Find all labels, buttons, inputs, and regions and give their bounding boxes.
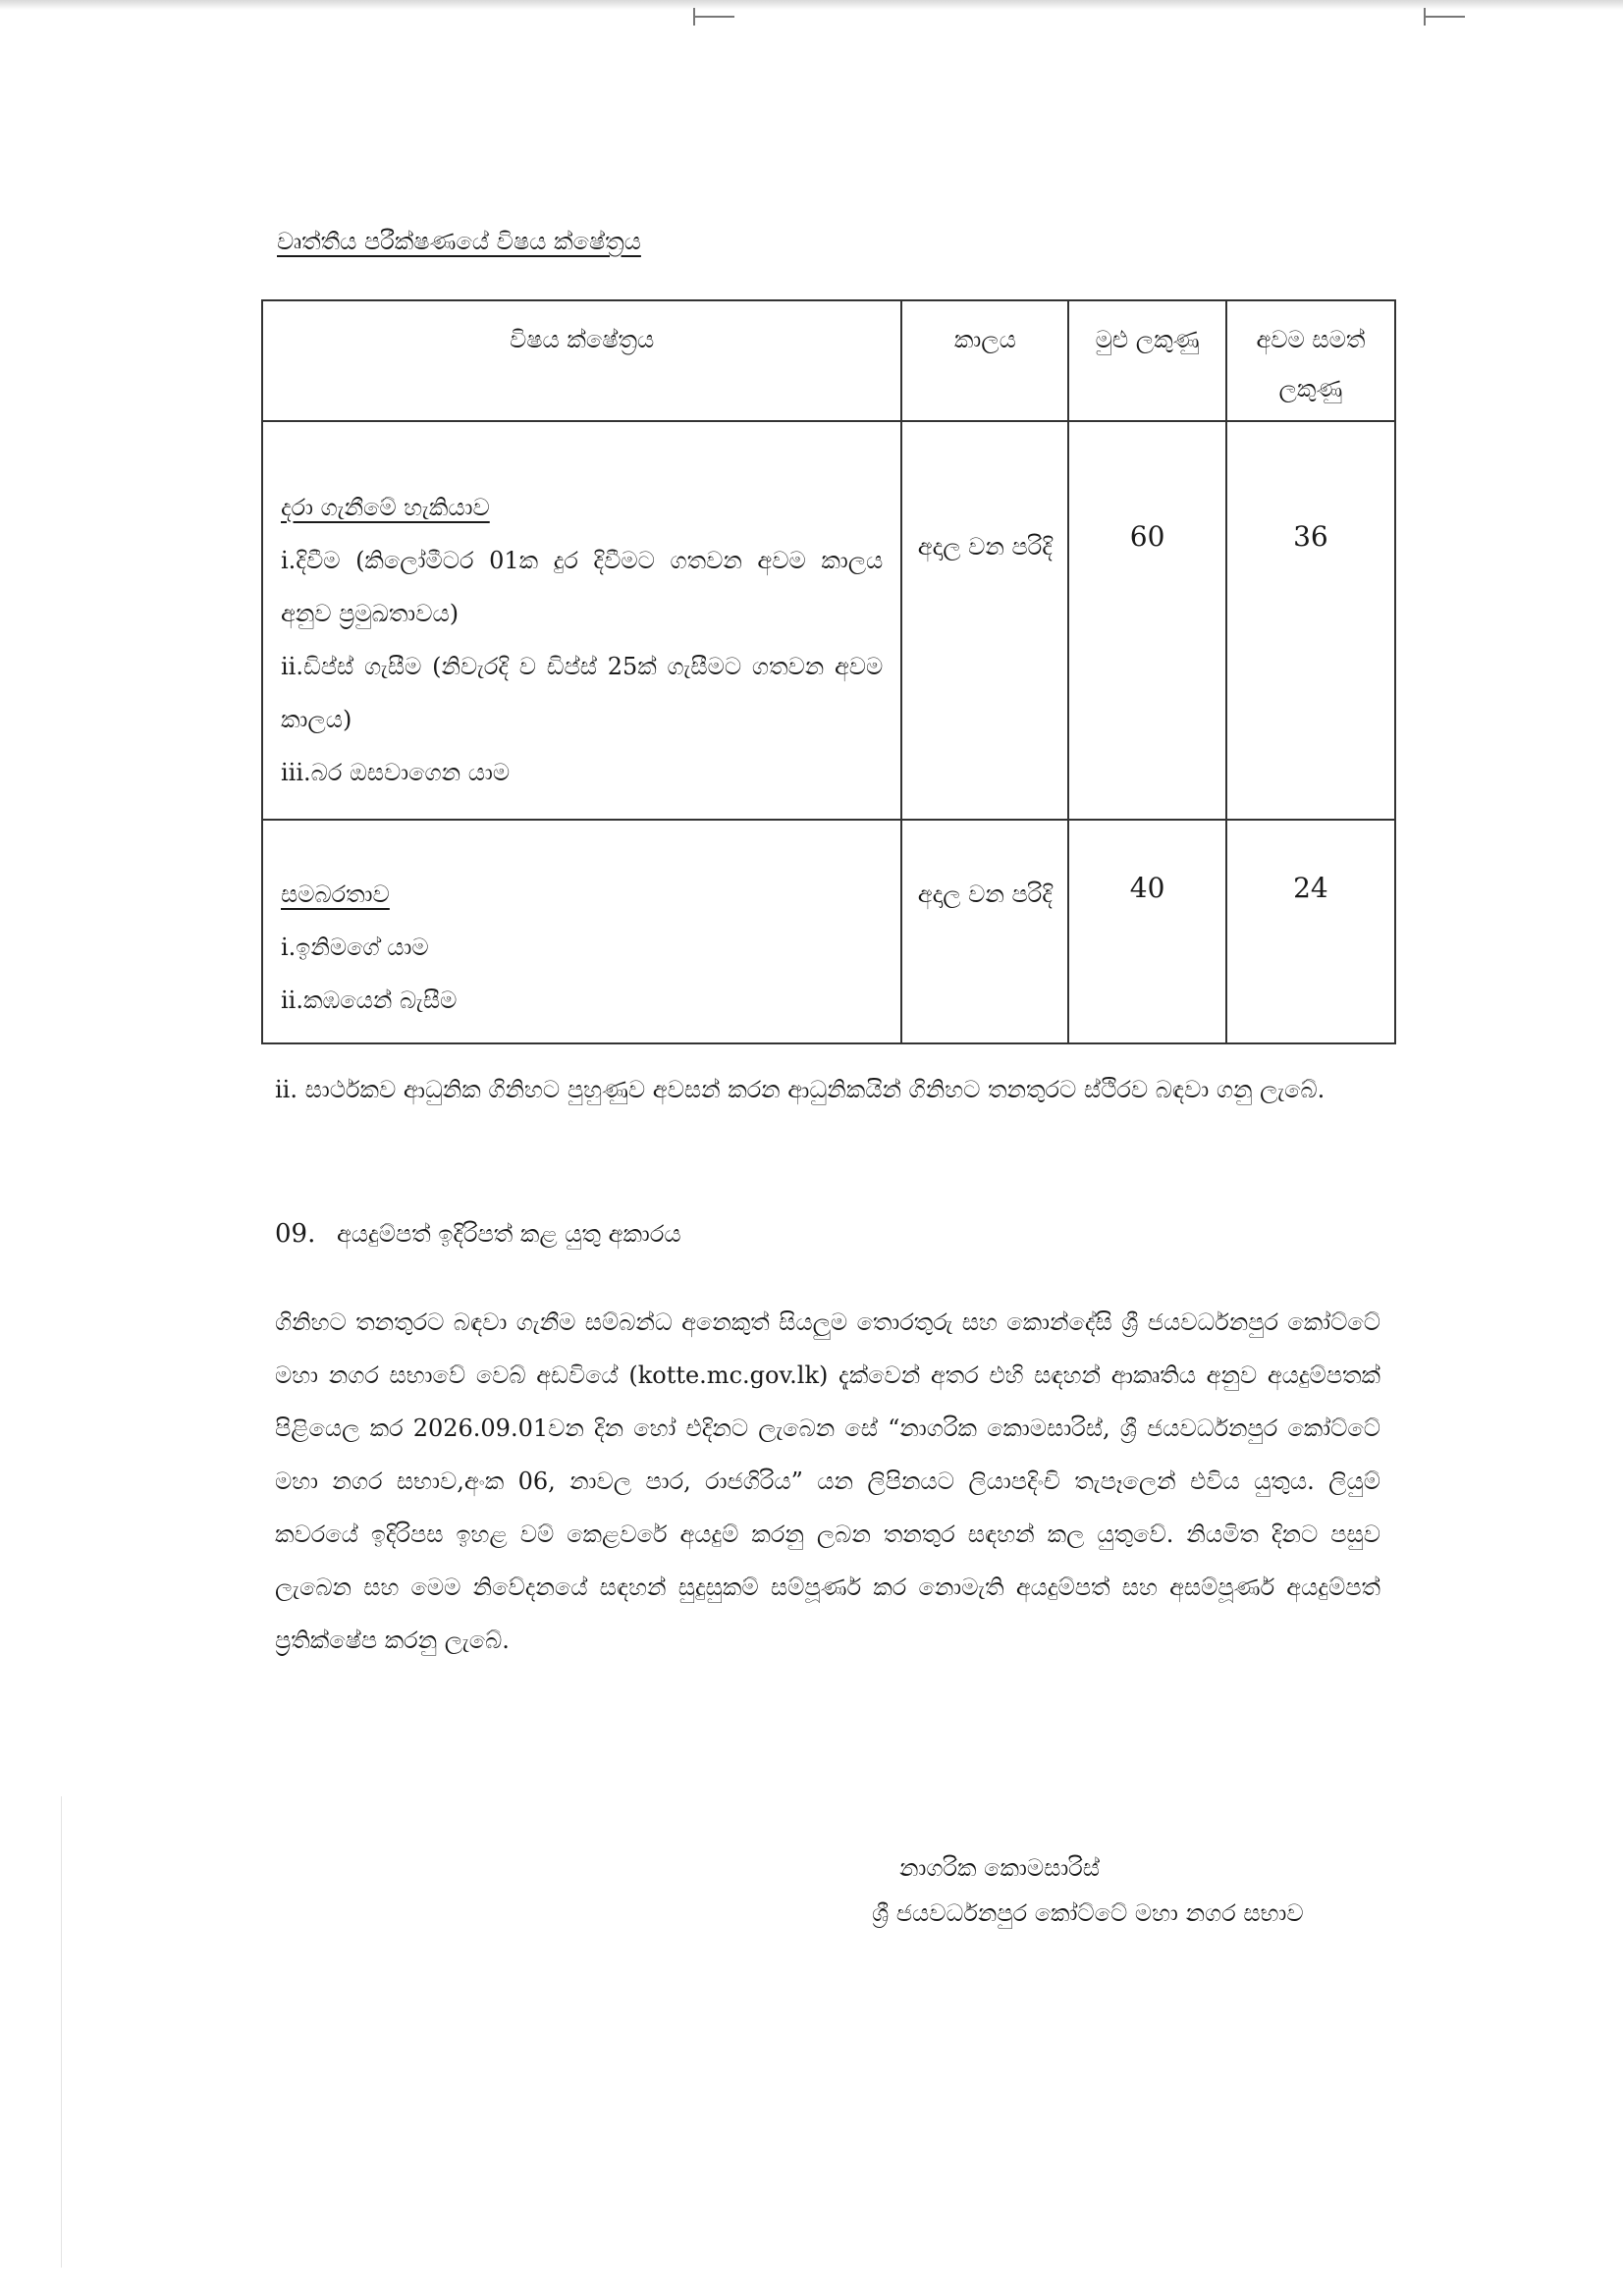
list-item: i.දිවීම (කිලෝමීටර 01ක දුර දිවීමට ගතවන අවම කාලය අනුව ප්‍රමුඛතාවය)	[281, 547, 884, 627]
subject-areas-table	[261, 299, 1396, 1044]
list-item: ii.ඩිප්ස් ගැසීම (නිවැරදි ව ඩිප්ස් 25ක් ගැසීමට ගතවන අවම කාලය)	[281, 653, 884, 733]
header-pass-marks: අවම සමත් ලකුණු	[1226, 300, 1395, 421]
signature-block	[872, 1845, 1304, 1936]
time-cell: අදාල වන පරිදි	[901, 820, 1068, 1043]
full-marks-cell: 60	[1068, 421, 1225, 820]
pass-marks-cell: 24	[1226, 820, 1395, 1043]
section-number: 09.	[275, 1219, 316, 1249]
section-09-heading	[275, 1219, 681, 1249]
application-instructions-paragraph: ගිනිහට තනතුරට බඳවා ගැනීම සම්බන්ධ අනෙකුත් සියලුම තොරතුරු සහ කොන්දේසි ශ්‍රී ජයවර්ධනපුර කෝට්ටේ මහා නගර සභාවේ වෙබ් අඩවියේ (kotte.mc.gov.lk) දැක්වෙන් අතර එහි සඳහන් ආකෘතිය අනුව අයදුම්පතක් පිළියෙල කර 2026.09.01වන දින හෝ එදිනට ලැබෙන සේ “නාගරික කොමසාරිස්, ශ්‍රී ජයවර්ධනපුර කෝට්ටේ මහා නගර සභාව,අංක 06, නාවල පාර, රාජගිරිය” යන ලිපිනයට ලියාපදිංචි තැපෑලෙන් එවිය යුතුය. ලියුම් කවරයේ ඉදිරිපස ඉහළ වම් කෙළවරේ අයදුම් කරනු ලබන තනතුර සඳහන් කල යුතුවේ. නියමිත දිනට පසුව ලැබෙන සහ මෙම නිවේදනයේ සඳහන් සුදුසුකම් සම්පූර්ණ කර නොමැති අයදුම්පත් සහ අසම්පූර්ණ අයදුම්පත් ප්‍රතික්ෂේප කරනු ලැබේ.	[275, 1308, 1380, 1654]
signatory-title: නාගරික කොමසාරිස්	[899, 1854, 1101, 1882]
scan-line	[61, 1796, 62, 2268]
full-marks-cell: 40	[1068, 820, 1225, 1043]
time-cell: අදාල වන පරිදි	[901, 421, 1068, 820]
table-header-row	[262, 300, 1395, 421]
list-item: i.ඉනිමගේ යාම	[281, 934, 429, 961]
subject-area-cell	[262, 820, 901, 1043]
header-subject-area: විෂය ක්ෂේත්‍රය	[262, 300, 901, 421]
scan-edge	[0, 0, 1623, 10]
category-title: දරා ගැනීමේ හැකියාව	[281, 494, 490, 521]
section-title: අයදුම්පත් ඉදිරිපත් කළ යුතු අකාරය	[337, 1220, 681, 1248]
header-full-marks: මුළු ලකුණු	[1068, 300, 1225, 421]
list-item: ii.කඹයෙන් බැසීම	[281, 987, 458, 1014]
subject-area-cell	[262, 421, 901, 820]
list-item: iii.බර ඔසවාගෙන යාම	[281, 759, 511, 786]
table-row	[262, 820, 1395, 1043]
signatory-office: ශ්‍රී ජයවර්ධනපුර කෝට්ටේ මහා නගර සභාව	[872, 1899, 1304, 1927]
pass-marks-cell: 36	[1226, 421, 1395, 820]
scan-mark-icon	[1424, 8, 1465, 26]
scan-mark-icon	[693, 8, 734, 26]
table-row	[262, 421, 1395, 820]
section-heading: වෘත්තීය පරීක්ෂණයේ විෂය ක්ෂේත්‍රය	[277, 228, 641, 255]
permanent-appointment-paragraph: ii. සාර්ථකව ආධුනික ගිනිහට පුහුණුව අවසන් කරන ආධුනිකයින් ගිනිහට තනතුරට ස්ථිරව බඳවා ගනු ලැබේ.	[275, 1076, 1325, 1103]
category-title: සමබරතාව	[281, 881, 390, 908]
header-time: කාලය	[901, 300, 1068, 421]
